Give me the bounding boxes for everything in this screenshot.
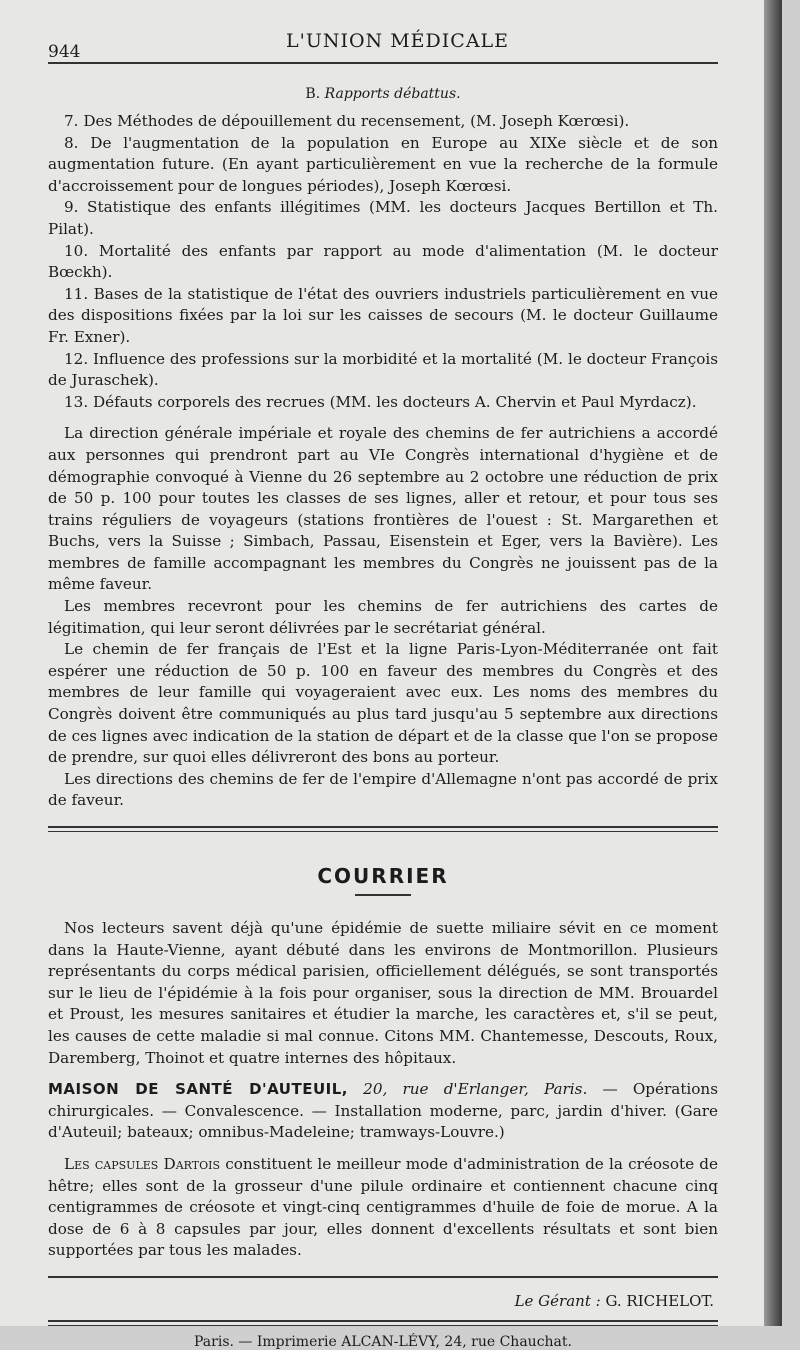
header-rule bbox=[48, 62, 718, 64]
section-heading bbox=[48, 86, 718, 102]
ad-maison-de-sante bbox=[48, 1079, 718, 1144]
section-letter: B. bbox=[305, 86, 321, 102]
rapport-item: 13. Défauts corporels des recrues (MM. les docteurs A. Chervin et Paul Myrdacz). bbox=[64, 392, 697, 411]
section-divider bbox=[48, 826, 718, 832]
rapport-item: 8. De l'augmentation de la population en Europe au XIXe siècle et de son augmentation future. (En ayant particulièrement en vue la recherche de la formule d'accroissement pour de longues périodes), Joseph Kœrœsi. bbox=[48, 133, 718, 195]
gerant-signature bbox=[48, 1292, 714, 1310]
gerant-name: G. RICHELOT. bbox=[605, 1291, 714, 1310]
ad-capsules-dartois bbox=[48, 1154, 718, 1262]
ad-maison-text: — Opérations chirurgicales. — Convalescence. — Installation moderne, parc, jardin d'hiver. (Gare d'Auteuil; bateaux; omnibus-Madeleine; tramways-Louvre.) bbox=[48, 1080, 719, 1142]
courrier-text: Nos lecteurs savent déjà qu'une épidémie de suette miliaire sévit en ce moment dans la Haute-Vienne, ayant débuté dans les environs de Montmorillon. Plusieurs représentants du corps médical parisien, officiellement délégués, se sont transportés sur le lieu de l'épidémie à la fois pour organiser, sous la direction de MM. Brouardel et Proust, les mesures sanitaires et étudier la marche, les caractères et, s'il se peut, les causes de cette maladie si mal connue. Citons MM. Chantemesse, Descouts, Roux, Daremberg, Thoinot et quatre internes des hôpitaux. bbox=[48, 919, 718, 1067]
page-header bbox=[48, 30, 718, 62]
spacer bbox=[48, 1144, 718, 1154]
rapport-item: 9. Statistique des enfants illégitimes (MM. les docteurs Jacques Bertillon et Th. Pilat). bbox=[48, 198, 718, 238]
spacer bbox=[48, 413, 718, 423]
section-title: Rapports débattus. bbox=[324, 86, 461, 102]
paragraph-railway-france: Le chemin de fer français de l'Est et la ligne Paris-Lyon-Méditerranée ont fait espérer une réduction de 50 p. 100 en faveur des membres du Congrès et des membres de leur famille qui voyageraient avec eux. Les noms des membres du Congrès doivent être communiqués au plus tard jusqu'au 5 septembre aux directions de ces lignes avec indication de la station de départ et de la classe que l'on se propose de prendre, sur quoi elles délivreront des bons au porteur. bbox=[48, 640, 718, 767]
ad-maison-name: MAISON DE SANTÉ D'AUTEUIL, bbox=[48, 1080, 348, 1099]
rapport-item: 12. Influence des professions sur la morbidité et la mortalité (M. le docteur François de Juraschek). bbox=[48, 349, 718, 390]
rapport-item: 11. Bases de la statistique de l'état des ouvriers industriels particulièrement en vue des dispositions fixées par la loi sur les caisses de secours (M. le docteur Guillaume Fr. Exner). bbox=[48, 284, 718, 346]
printer-imprint: Paris. — Imprimerie ALCAN-LÉVY, 24, rue Chauchat. bbox=[194, 1333, 572, 1350]
page-edge-shadow bbox=[764, 0, 782, 1326]
rapport-item: 7. Des Méthodes de dépouillement du recensement, (M. Joseph Kœrœsi). bbox=[64, 112, 630, 130]
running-title: L'UNION MÉDICALE bbox=[286, 30, 510, 52]
rapport-item: 10. Mortalité des enfants par rapport au mode d'alimentation (M. le docteur Bœckh). bbox=[48, 241, 718, 282]
paragraph-railway-germany: Les directions des chemins de fer de l'empire d'Allemagne n'ont pas accordé de prix de faveur. bbox=[48, 769, 718, 810]
body-block bbox=[48, 86, 718, 1350]
spacer bbox=[48, 1069, 718, 1079]
page-number: 944 bbox=[48, 42, 81, 62]
ad-capsules-text: constituent le meilleur mode d'administration de la créosote de hêtre; elles sont de la grosseur d'une pilule ordinaire et contiennent chacune cinq centigrammes de créosote et vingt-cinq centigrammes d'huile de foie de morue. A la dose de 6 à 8 capsules par jour, elles donnent d'excellents résultats et sont bien supportées par tous les malades. bbox=[48, 1154, 718, 1260]
footer-double-rule bbox=[48, 1320, 718, 1326]
courrier-underline bbox=[355, 894, 411, 896]
ad-capsules-lead: Les capsules Dartois bbox=[64, 1154, 220, 1173]
paragraph-legitimation: Les membres recevront pour les chemins de fer autrichiens des cartes de légitimation, qui leur seront délivrées par le secrétariat général. bbox=[48, 597, 718, 637]
footer-rule bbox=[48, 1276, 718, 1278]
ad-maison-address: 20, rue d'Erlanger, Paris. bbox=[363, 1080, 588, 1099]
courrier-heading: COURRIER bbox=[317, 864, 449, 888]
gerant-label: Le Gérant : bbox=[514, 1291, 601, 1310]
paragraph-railway-austria: La direction générale impériale et royale des chemins de fer autrichiens a accordé aux personnes qui prendront part au VIe Congrès international d'hygiène et de démographie convoqué à Vienne du 26 septembre au 2 octobre une réduction de prix de 50 p. 100 pour toutes les classes de ses lignes, aller et retour, et pour tous ses trains réguliers de voyageurs (stations frontières de l'ouest : St. Margarethen et Buchs, vers la Suisse ; Simbach, Passau, Eisenstein et Eger, vers la Bavière). Les membres de famille accompagnant les membres du Congrès ne jouissent pas de la même faveur. bbox=[48, 424, 718, 594]
